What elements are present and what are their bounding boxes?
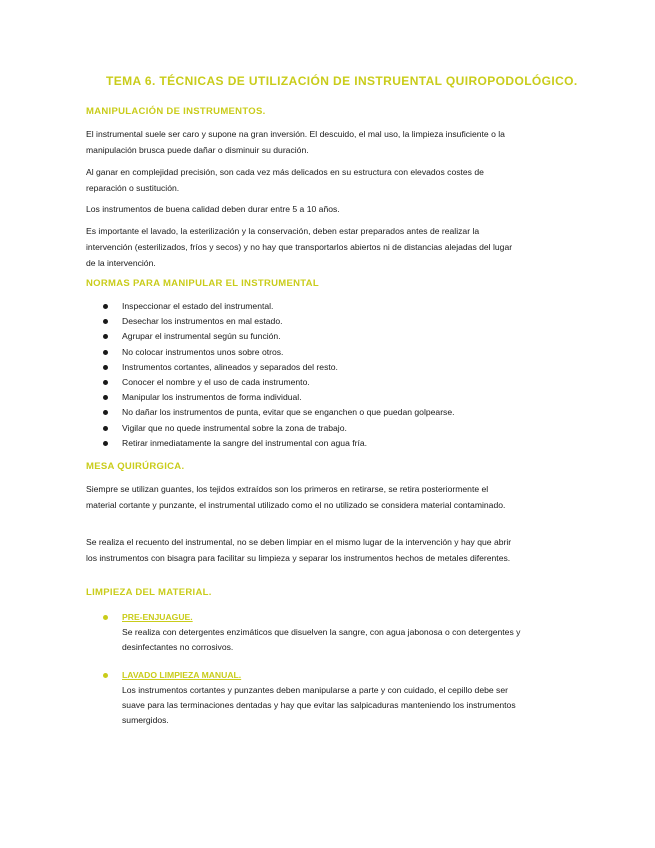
bullet-icon — [103, 304, 108, 309]
list-item: Retirar inmediatamente la sangre del instrumental con agua fría. — [86, 436, 455, 451]
paragraph: Se realiza con detergentes enzimáticos que disuelven la sangre, con agua jabonosa o con detergentes y desinfectantes no corrosivos. — [122, 627, 521, 652]
bullet-icon — [103, 673, 108, 678]
heading-normas: NORMAS PARA MANIPULAR EL INSTRUMENTAL — [86, 278, 319, 289]
list-item: No colocar instrumentos unos sobre otros. — [86, 345, 455, 360]
list-item: Manipular los instrumentos de forma individual. — [86, 390, 455, 405]
list-item: Agrupar el instrumental según su función. — [86, 329, 455, 344]
list-item: No dañar los instrumentos de punta, evitar que se enganchen o que puedan golpearse. — [86, 405, 455, 420]
bullet-icon — [103, 441, 108, 446]
bullet-icon — [103, 410, 108, 415]
bullet-icon — [103, 365, 108, 370]
paragraph: Los instrumentos cortantes y punzantes deben manipularse a parte y con cuidado, el cepillo debe ser suave para las terminaciones dentadas y hay que evitar las salpicaduras manteniendo los instrumentos sumergidos. — [122, 685, 516, 725]
paragraph: Los instrumentos de buena calidad deben durar entre 5 a 10 años. — [86, 204, 340, 214]
bullet-icon — [103, 615, 108, 620]
subheading: PRE-ENJUAGUE. — [122, 612, 193, 622]
paragraph: El instrumental suele ser caro y supone na gran inversión. El descuido, el mal uso, la limpieza insuficiente o la manipulación brusca puede dañar o disminuir su duración. — [86, 129, 505, 155]
bullet-icon — [103, 334, 108, 339]
heading-manipulacion: MANIPULACIÓN DE INSTRUMENTOS. — [86, 106, 266, 117]
bullet-icon — [103, 380, 108, 385]
bullet-icon — [103, 426, 108, 431]
paragraph: Se realiza el recuento del instrumental, no se deben limpiar en el mismo lugar de la intervención y hay que abrir los instrumentos con bisagra para facilitar su limpieza y separar los instrumentos hechos de metales diferentes. — [86, 537, 512, 563]
bullet-icon — [103, 350, 108, 355]
list-item: Instrumentos cortantes, alineados y separados del resto. — [86, 360, 455, 375]
paragraph: Siempre se utilizan guantes, los tejidos extraídos son los primeros en retirarse, se retira posteriormente el material cortante y punzante, el instrumental utilizado como el no utilizado se considera material contaminado. — [86, 484, 506, 510]
paragraph: Es importante el lavado, la esterilización y la conservación, deben estar preparados antes de realizar la intervención (esterilizados, fríos y secos) y no hay que transportarlos abiertos ni de distancias alejadas del lugar de la intervención. — [86, 226, 513, 268]
heading-limpieza: LIMPIEZA DEL MATERIAL. — [86, 587, 212, 598]
bullet-icon — [103, 395, 108, 400]
list-item: Conocer el nombre y el uso de cada instrumento. — [86, 375, 455, 390]
normas-list — [86, 299, 455, 451]
list-item: Desechar los instrumentos en mal estado. — [86, 314, 455, 329]
page-title: TEMA 6. TÉCNICAS DE UTILIZACIÓN DE INSTRUENTAL QUIROPODOLÓGICO. — [106, 74, 578, 88]
list-item: Vigilar que no quede instrumental sobre la zona de trabajo. — [86, 421, 455, 436]
list-item: Inspeccionar el estado del instrumental. — [86, 299, 455, 314]
paragraph: Al ganar en complejidad precisión, son cada vez más delicados en su estructura con elevados costes de reparación o sustitución. — [86, 167, 484, 193]
subheading: LAVADO LIMPIEZA MANUAL. — [122, 670, 242, 680]
heading-mesa: MESA QUIRÚRGICA. — [86, 461, 185, 472]
bullet-icon — [103, 319, 108, 324]
